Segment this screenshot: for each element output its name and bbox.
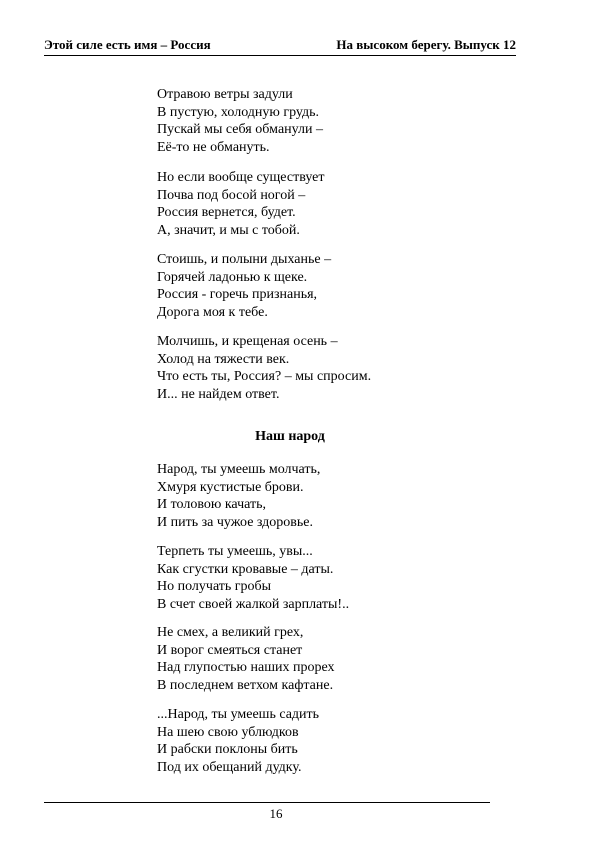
poem-title [0, 428, 600, 446]
page-header [44, 36, 516, 54]
header-rule [44, 55, 516, 56]
poem1-stanza-1 [157, 86, 323, 156]
poem-line: Холод на тяжести век. [157, 351, 290, 367]
poem-line: И... не найдем ответ. [157, 386, 280, 402]
poem1-stanza-3 [157, 251, 331, 321]
poem-line: И пить за чужое здоровье. [157, 514, 314, 530]
poem-line: Молчишь, и крещеная осень – [157, 334, 338, 349]
poem-line: В счет своей жалкой зарплаты!.. [157, 596, 350, 612]
poem-line: Отравою ветры задули [157, 87, 293, 102]
poem-line: Россия вернется, будет. [157, 205, 296, 220]
poem-line: В пустую, холодную грудь. [157, 104, 320, 120]
poem-line: Её-то не обмануть. [157, 139, 270, 155]
header-left-title: Этой силе есть имя – Россия [44, 37, 211, 52]
poem-title-text: Наш народ [255, 429, 325, 444]
poem-line: Но получать гробы [157, 579, 272, 594]
poem-line: Но если вообще существует [157, 170, 325, 185]
poem-line: Почва под босой ногой – [157, 187, 306, 203]
poem-line: Хмуря кустистые брови. [157, 479, 304, 495]
poem2-stanza-3 [157, 624, 334, 694]
poem-line: Что есть ты, Россия? – мы спросим. [157, 369, 372, 384]
poem-line: Над глупостью наших прорех [157, 660, 335, 675]
poem-line: В последнем ветхом кафтане. [157, 677, 334, 693]
poem-line: Народ, ты умеешь молчать, [157, 462, 321, 477]
poem-line: Горячей ладонью к щеке. [157, 269, 308, 285]
poem-line: Не смех, а великий грех, [157, 625, 304, 640]
poem-line: Пускай мы себя обманули – [157, 122, 324, 137]
poem-line: Под их обещаний дудку. [157, 759, 302, 775]
poem-line: И ворог смеяться станет [157, 642, 303, 658]
poem-line: ...Народ, ты умеешь садить [157, 707, 320, 722]
poem-line: Терпеть ты умеешь, увы... [157, 544, 313, 559]
footer-rule [44, 802, 490, 803]
poem2-stanza-1 [157, 461, 320, 531]
poem-line: Дорога моя к тебе. [157, 304, 268, 320]
poem-line: На шею свою ублюдков [157, 724, 299, 740]
poem2-stanza-2 [157, 543, 349, 613]
poem1-stanza-4 [157, 333, 371, 403]
poem-line: И рабски поклоны бить [157, 742, 298, 757]
poem2-stanza-4 [157, 706, 319, 776]
header-right-title: На высоком берегу. Выпуск 12 [336, 37, 516, 52]
poem-line: Россия - горечь признанья, [157, 287, 318, 302]
page-number: 16 [269, 806, 283, 821]
poem1-stanza-2 [157, 169, 324, 239]
poem-line: И толовою качать, [157, 497, 266, 512]
poem-line: А, значит, и мы с тобой. [157, 222, 300, 238]
poem-line: Стоишь, и полыни дыханье – [157, 252, 332, 267]
poem-line: Как сгустки кровавые – даты. [157, 561, 334, 577]
